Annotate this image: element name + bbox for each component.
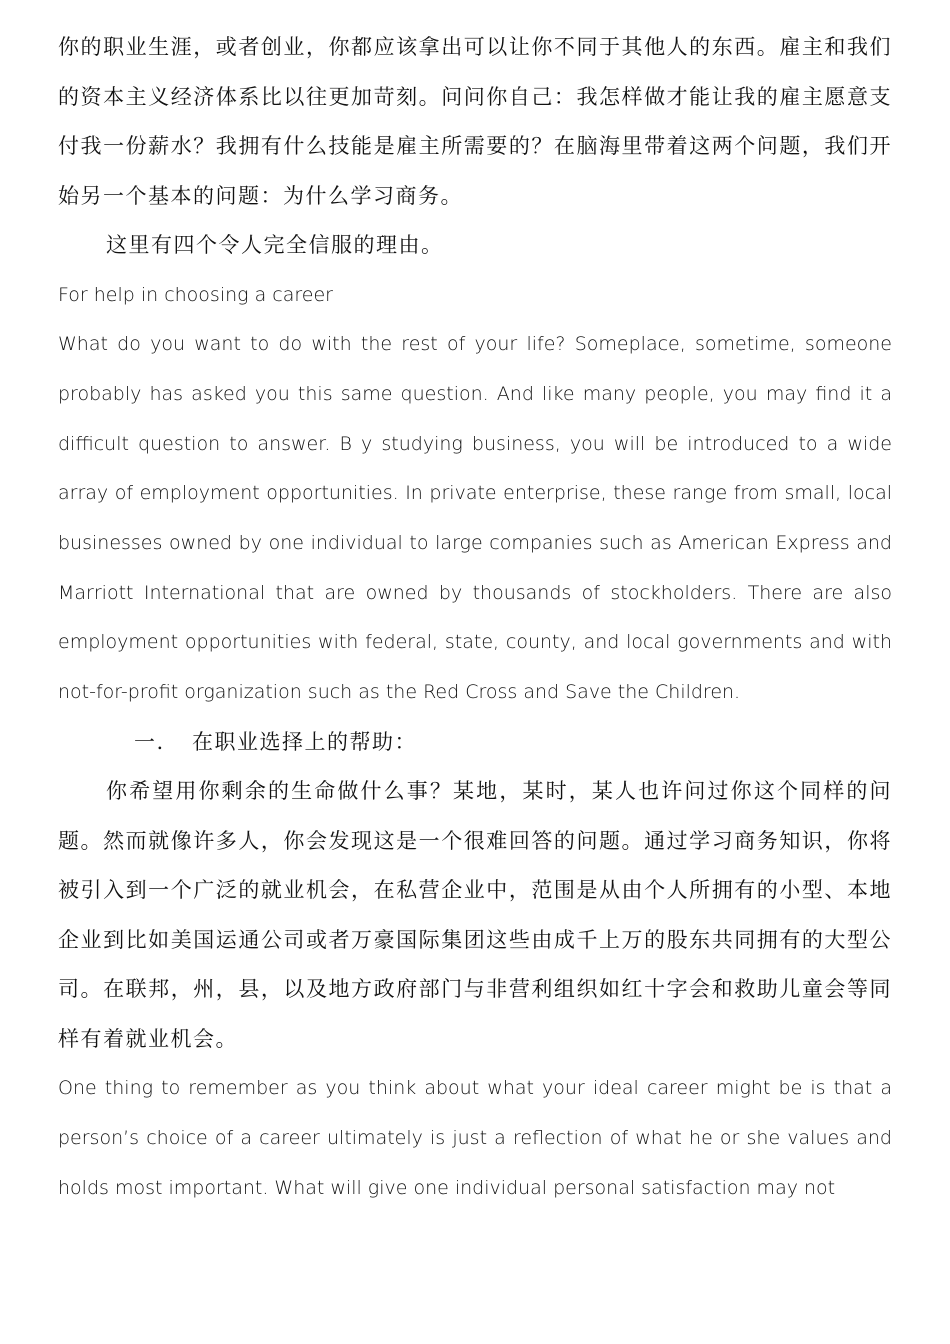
- paragraph-en-ideal-career: One thing to remember as you think about what your ideal career might be is that a person’s choice of a career ultimately is just a reflection of what he or she values and holds most important. What will give one individual personal satisfaction may not: [58, 1077, 892, 1199]
- paragraph-zh-rest-of-life: 你希望用你剩余的生命做什么事？某地，某时，某人也许问过你这个同样的问题。然而就像许多人，你会发现这是一个很难回答的问题。通过学习商务知识，你将被引入到一个广泛的就业机会，在私营企业中，范围是从由个人所拥有的小型、本地企业到比如美国运通公司或者万豪国际集团这些由成千上万的股东共同拥有的大型公司。在联邦，州，县，以及地方政府部门与非营利组织如红十字会和救助儿童会等同样有着就业机会。: [58, 779, 892, 1051]
- document-page: [58, 0, 892, 1213]
- section-heading-number: 一.: [134, 729, 165, 754]
- section-heading-text: 在职业选择上的帮助：: [192, 729, 417, 754]
- paragraph-zh-four-reasons: 这里有四个令人完全信服的理由。: [106, 233, 444, 257]
- section-heading-zh: [58, 718, 892, 768]
- paragraph-zh-career-intro: 你的职业生涯，或者创业，你都应该拿出可以让你不同于其他人的东西。雇主和我们的资本主义经济体系比以往更加苛刻。问问你自己：我怎样做才能让我的雇主愿意支付我一份薪水？我拥有什么技能是雇主所需要的？在脑海里带着这两个问题，我们开始另一个基本的问题：为什么学习商务。: [58, 35, 892, 208]
- paragraph-en-rest-of-life: What do you want to do with the rest of your life? Someplace, sometime, someone probably has asked you this same question. And like many people, you may find it a difficult question to answer. B y studying business, you will be introduced to a wide array of employment opportunities. In private enterprise, these range from small, local businesses owned by one individual to large companies such as American Express and Marriott International that are owned by thousands of stockholders. There are also employment opportunities with federal, state, county, and local governments and with not-for-profit organization such as the Red Cross and Save the Children.: [58, 333, 892, 704]
- paragraph-en-heading-choosing-career: For help in choosing a career: [58, 283, 333, 306]
